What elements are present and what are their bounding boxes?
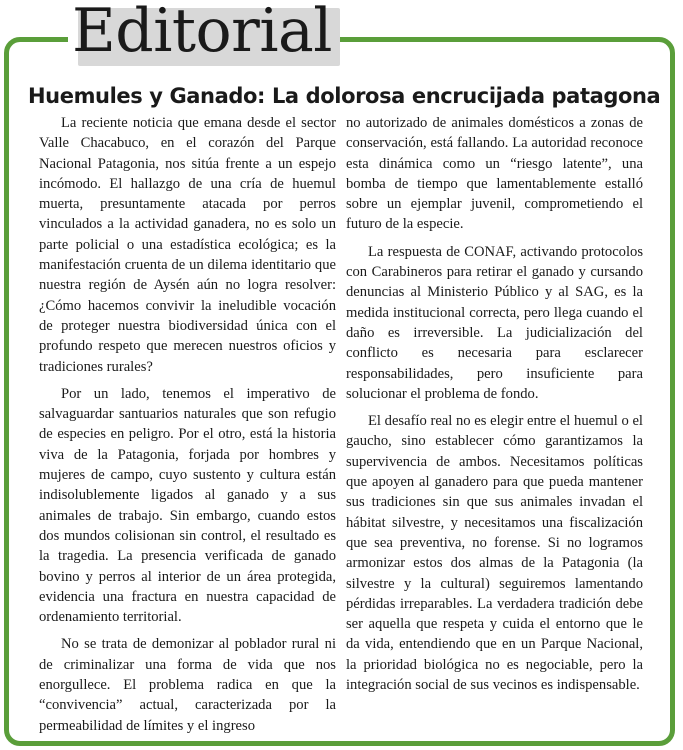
- article-headline: Huemules y Ganado: La dolorosa encrucijada patagona: [28, 84, 661, 108]
- article-paragraph: no autorizado de animales domésticos a zonas de conservación, está fallando. La autoridad reconoce esta dinámica como un “riesgo latente”, una bomba de tiempo que lamentablemente estalló sobre un ejemplar juvenil, comprometiendo el futuro de la especie.: [346, 115, 643, 233]
- section-title: Editorial: [72, 0, 332, 66]
- article-column-left: [39, 113, 336, 743]
- article-paragraph: La respuesta de CONAF, activando protocolos con Carabineros para retirar el ganado y cursando denuncias al Ministerio Público y al SAG, es la medida institucional correcta, pero llega cuando el daño es irreversible. La judicialización del conflicto es necesaria para esclarecer responsabilidades, pero insuficiente para solucionar el problema de fondo.: [346, 243, 643, 402]
- article-paragraph: Por un lado, tenemos el imperativo de salvaguardar santuarios naturales que son refugio de especies en peligro. Por el otro, está la historia viva de la Patagonia, forjada por hombres y mujeres de campo, cuyo sustento y cultura están indisolublemente ligados al ganado y a sus animales de trabajo. Sin embargo, cuando estos dos mundos colisionan sin control, el resultado es la tragedia. La presencia verificada de ganado bovino y perros al interior de un área protegida, evidencia una fractura en nuestra capacidad de ordenamiento territorial.: [39, 385, 336, 626]
- section-masthead: [68, 0, 340, 68]
- article-paragraph: El desafío real no es elegir entre el huemul o el gaucho, sino establecer cómo garantizamos la supervivencia de ambos. Necesitamos políticas que apoyen al ganadero para que pueda mantener sus tradiciones sin que sus animales invadan el hábitat silvestre, y necesitamos una fiscalización que sea preventiva, no forense. Si no logramos armonizar estos dos almas de la Patagonia (la silvestre y la cultural) seguiremos lamentando pérdidas irreparables. La verdadera tradición debe ser aquella que respeta y cuida el entorno que le da vida, entendiendo que en un Parque Nacional, la prioridad biológica no es negociable, pero la integración social de sus vecinos es indispensable.: [346, 413, 643, 694]
- article-paragraph: No se trata de demonizar al poblador rural ni de criminalizar una forma de vida que nos enorgullece. El problema radica en que la “convivencia” actual, caracterizada por la permeabilidad de límites y el ingreso: [39, 636, 336, 734]
- article-column-right: [346, 113, 643, 702]
- article-paragraph: La reciente noticia que emana desde el sector Valle Chacabuco, en el corazón del Parque Nacional Patagonia, nos sitúa frente a un espejo incómodo. El hallazgo de una cría de huemul muerta, presuntamente atacada por perros vinculados a la actividad ganadera, no es solo un parte policial o una estadística ecológica; es la manifestación cruenta de un dilema identitario que nuestra región de Aysén aún no logra resolver: ¿Cómo hacemos convivir la ineludible vocación de proteger nuestra biodiversidad única con el profundo respeto que merecen nuestros oficios y tradiciones rurales?: [39, 115, 336, 375]
